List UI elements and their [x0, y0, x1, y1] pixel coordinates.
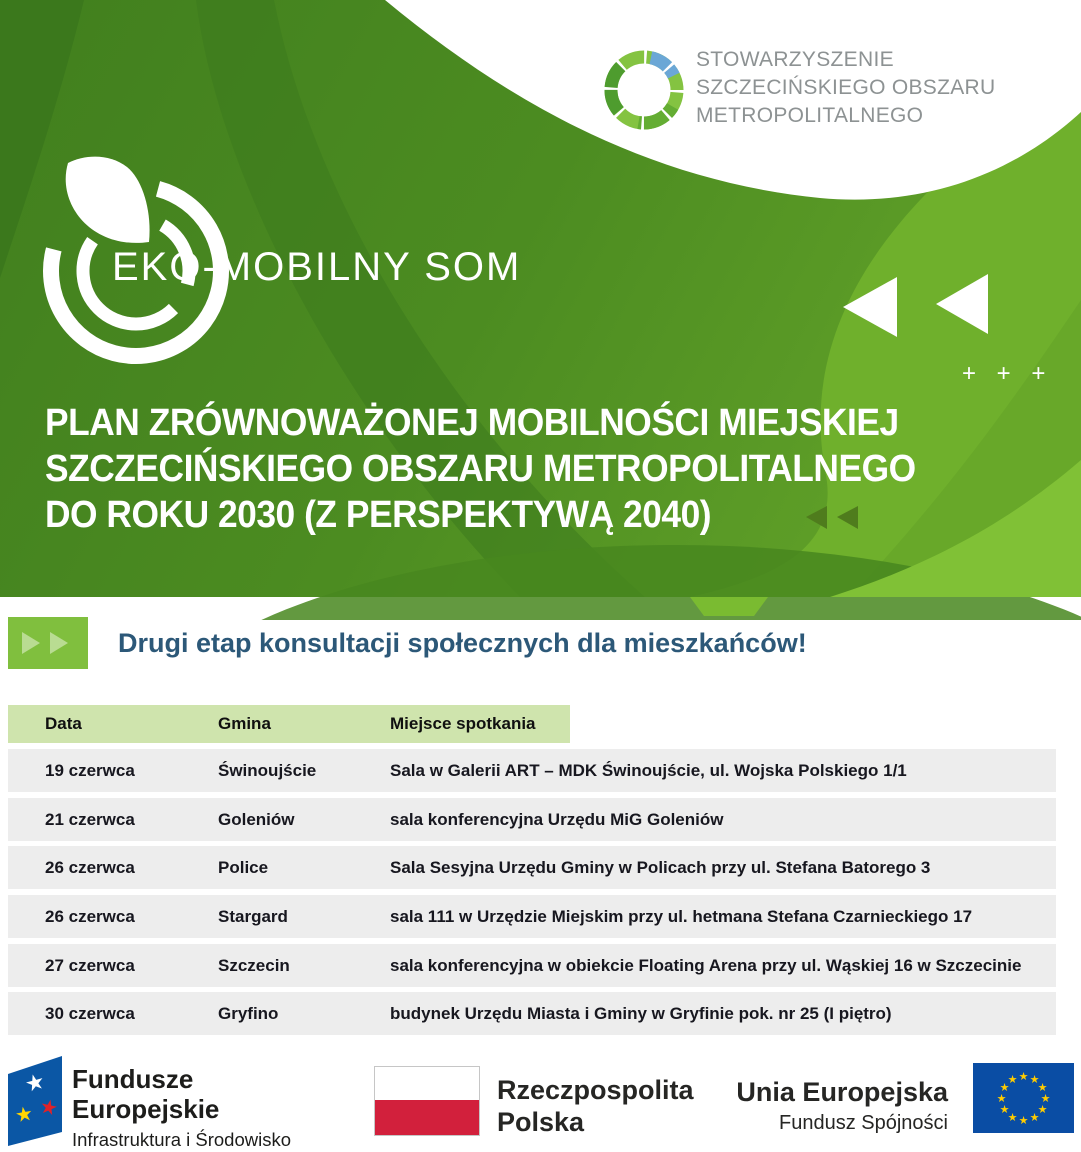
eu-star-icon: ★	[999, 1081, 1010, 1094]
cell-date: 26 czerwca	[45, 858, 135, 877]
poland-flag-icon	[374, 1066, 480, 1136]
table-row	[8, 749, 1056, 792]
poland-flag-red-stripe	[375, 1100, 479, 1135]
cell-gmina: Stargard	[218, 907, 288, 926]
cell-miejsce: sala konferencyjna Urzędu MiG Goleniów	[390, 810, 724, 829]
header-gmina: Gmina	[218, 714, 271, 733]
eu-star-icon: ★	[999, 1103, 1010, 1116]
unia-europejska-text	[660, 1077, 948, 1135]
bullet-arrows-svg	[8, 617, 88, 669]
rp-line1: Rzeczpospolita	[497, 1075, 694, 1105]
header-data: Data	[45, 714, 82, 733]
table-header	[8, 705, 570, 743]
eu-star-icon: ★	[1037, 1103, 1048, 1116]
cell-date: 27 czerwca	[45, 956, 135, 975]
ue-title: Unia Europejska	[736, 1077, 948, 1107]
cell-gmina: Gryfino	[218, 1004, 279, 1023]
eu-star-icon: ★	[1018, 1114, 1029, 1127]
eu-star-icon: ★	[1037, 1081, 1048, 1094]
association-name	[696, 46, 995, 130]
cell-miejsce: budynek Urzędu Miasta i Gminy w Gryfinie pok. nr 25 (I piętro)	[390, 1004, 892, 1023]
fe-title-line1: Fundusze	[72, 1064, 194, 1094]
cell-gmina: Goleniów	[218, 810, 295, 829]
main-title-line2: SZCZECIŃSKIEGO OBSZARU METROPOLITALNEGO	[45, 448, 916, 490]
association-line3: METROPOLITALNEGO	[696, 104, 924, 127]
main-title	[45, 400, 916, 538]
cell-date: 26 czerwca	[45, 907, 135, 926]
eu-star-icon: ★	[1029, 1073, 1040, 1086]
cell-miejsce: sala konferencyjna w obiekcie Floating Arena przy ul. Wąskiej 16 w Szczecinie	[390, 956, 1022, 975]
fundusze-europejskie-text	[72, 1064, 291, 1151]
cell-gmina: Szczecin	[218, 956, 290, 975]
table-row	[8, 846, 1056, 889]
plus-decor: + + +	[962, 360, 1053, 387]
cell-miejsce: Sala Sesyjna Urzędu Gminy w Policach przy ul. Stefana Batorego 3	[390, 858, 931, 877]
fe-title-line2: Europejskie	[72, 1094, 220, 1124]
table-row	[8, 798, 1056, 841]
main-title-line3: DO ROKU 2030 (Z PERSPEKTYWĄ 2040)	[45, 494, 712, 536]
fe-subtitle: Infrastruktura i Środowisko	[72, 1129, 292, 1150]
eu-star-icon: ★	[1007, 1073, 1018, 1086]
eu-flag-icon	[973, 1063, 1074, 1133]
eu-star-icon: ★	[1018, 1070, 1029, 1083]
program-wordmark: EKO-MOBILNY SOM	[112, 245, 522, 289]
cell-date: 21 czerwca	[45, 810, 135, 829]
eu-star-icon: ★	[996, 1092, 1007, 1105]
white-star-icon: ★	[22, 1068, 48, 1099]
eu-flag-stars	[973, 1063, 1074, 1133]
eu-star-icon: ★	[1040, 1092, 1051, 1105]
bullet-arrows-icon	[8, 617, 88, 669]
cell-gmina: Police	[218, 858, 269, 877]
table-row	[8, 992, 1056, 1035]
association-line1: STOWARZYSZENIE	[696, 48, 894, 71]
eu-star-icon: ★	[1029, 1111, 1040, 1124]
yellow-star-icon: ★	[13, 1100, 35, 1128]
red-star-icon: ★	[37, 1093, 61, 1121]
header-miejsce: Miejsce spotkania	[390, 714, 536, 733]
cell-miejsce: sala 111 w Urzędzie Miejskim przy ul. hetmana Stefana Czarnieckiego 17	[390, 907, 973, 926]
fundusze-europejskie-flag-icon	[8, 1056, 62, 1147]
table-row	[8, 944, 1056, 987]
eu-star-icon: ★	[1007, 1111, 1018, 1124]
cell-date: 30 czerwca	[45, 1004, 135, 1023]
association-line2: SZCZECIŃSKIEGO OBSZARU	[696, 76, 996, 99]
main-title-line1: PLAN ZRÓWNOWAŻONEJ MOBILNOŚCI MIEJSKIEJ	[45, 402, 899, 444]
cell-date: 19 czerwca	[45, 761, 135, 780]
cell-miejsce: Sala w Galerii ART – MDK Świnoujście, ul. Wojska Polskiego 1/1	[390, 761, 907, 780]
ue-subtitle: Fundusz Spójności	[779, 1112, 948, 1134]
subtitle: Drugi etap konsultacji społecznych dla mieszkańców!	[118, 628, 807, 658]
rp-line2: Polska	[497, 1107, 585, 1137]
cell-gmina: Świnoujście	[218, 761, 317, 780]
table-row	[8, 895, 1056, 938]
